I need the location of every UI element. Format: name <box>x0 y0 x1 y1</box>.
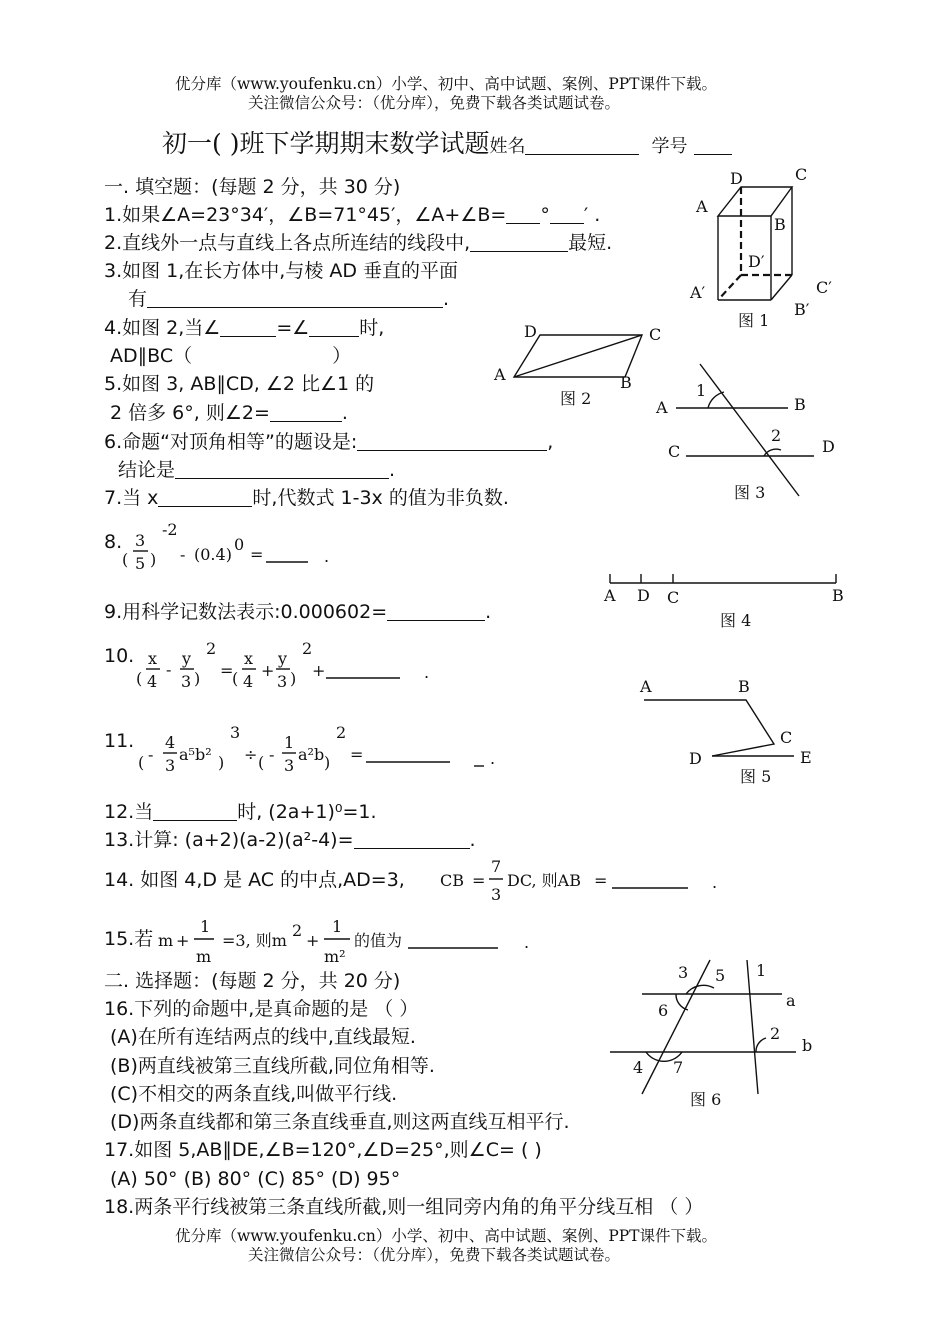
fig1-caption: 图 1 <box>738 311 770 330</box>
fig6-label-4: 4 <box>633 1058 644 1077</box>
figure-5-bent-line <box>634 674 824 789</box>
q2-text-end: 最短. <box>568 232 613 254</box>
figure-6-transversals <box>606 958 826 1118</box>
fig1-label-d-prime: D′ <box>748 252 765 271</box>
q6-period: . <box>389 459 396 481</box>
q14-dc: DC, 则AB <box>507 871 581 890</box>
fig5-path-abcd <box>644 700 774 756</box>
fig6-caption: 图 6 <box>690 1090 722 1109</box>
q12-blank[interactable] <box>153 802 237 821</box>
fig1-label-a-prime: A′ <box>690 283 706 302</box>
q15-plus-1: + <box>176 931 190 950</box>
fig5-caption: 图 5 <box>740 767 772 786</box>
footer-line-2: 关注微信公众号：（优分库），免费下载各类试题试卷。 <box>248 1246 621 1264</box>
q11-minus-2: - <box>269 745 275 764</box>
q5-period: . <box>341 402 348 424</box>
fig1-label-b: B <box>774 215 786 234</box>
q11-exp-2: 2 <box>336 723 347 742</box>
q6-text: 6.命题“对顶角相等”的题设是: <box>104 431 358 453</box>
q4-blank-1[interactable] <box>220 318 276 337</box>
q13-blank[interactable] <box>354 830 470 849</box>
fig1-label-c: C <box>795 165 808 184</box>
q8-exp: -2 <box>162 520 178 539</box>
footer-line-1: 优分库（www.youfenku.cn）小学、初中、高中试题、案例、PPT课件下载。 <box>175 1227 718 1245</box>
q8-eq: = <box>250 545 264 564</box>
q16-option-b[interactable]: (B)两直线被第三直线所截,同位角相等. <box>110 1055 435 1077</box>
question-3: 3.如图 1,在长方体中,与棱 AD 垂直的平面 <box>104 260 459 282</box>
q11-minus-1: - <box>148 745 154 764</box>
q10-y-2: y <box>278 649 288 668</box>
q8-zero: 0 <box>234 535 245 554</box>
exam-title: 初一( )班下学期期末数学试题 <box>162 129 490 158</box>
fig3-label-2: 2 <box>771 426 782 445</box>
q1-deg: ° <box>540 204 550 226</box>
fig1-label-d: D <box>730 169 743 188</box>
q11-lparen-2: ( <box>258 753 265 772</box>
question-18: 18.两条平行线被第三条直线所截,则一组同旁内角的角平分线互相 （ ） <box>104 1196 704 1218</box>
fig4-label-c: C <box>667 588 680 607</box>
q4-text-2: 时, <box>359 317 385 339</box>
q10-sq-1: 2 <box>206 639 217 658</box>
figure-2-parallelogram <box>490 320 670 410</box>
q6-text-2: 结论是 <box>118 459 176 481</box>
fig6-label-7: 7 <box>673 1058 684 1077</box>
fig3-label-d: D <box>822 437 835 456</box>
name-label: 姓名 <box>489 136 526 157</box>
question-7 <box>104 486 509 510</box>
q11-div: ÷ <box>244 745 258 764</box>
fig6-angle-2-arc <box>756 1038 766 1052</box>
question-3-cont <box>128 287 449 311</box>
question-14-text: 14. 如图 4,D 是 AC 的中点,AD=3, <box>104 869 405 891</box>
q10-plus-1: + <box>261 661 275 680</box>
q10-y-1: y <box>182 649 192 668</box>
fig2-label-a: A <box>494 365 506 384</box>
q2-blank[interactable] <box>470 233 568 252</box>
q10-minus: - <box>166 660 172 679</box>
fig6-label-3: 3 <box>678 963 689 982</box>
q10-3-1: 3 <box>181 672 192 691</box>
q14-period: . <box>712 873 718 892</box>
q4-text-4: ） <box>332 345 352 367</box>
fig1-top-face <box>718 187 792 216</box>
q15-den-1: m <box>196 947 212 966</box>
q11-c2-den: 3 <box>284 756 295 775</box>
q1-period: . <box>594 204 601 226</box>
fig2-caption: 图 2 <box>560 389 592 408</box>
q11-c1-den: 3 <box>165 756 176 775</box>
fig2-label-d: D <box>524 322 537 341</box>
fig2-label-b: B <box>620 373 632 392</box>
fig6-label-b: b <box>802 1036 813 1055</box>
fig3-label-b: B <box>794 395 806 414</box>
q14-cb: CB <box>440 871 464 890</box>
q16-option-d[interactable]: (D)两条直线都和第三条直线垂直,则这两直线互相平行. <box>110 1111 570 1133</box>
q9-blank[interactable] <box>387 602 485 621</box>
question-1 <box>104 203 600 227</box>
fig3-label-a: A <box>656 398 668 417</box>
q1-blank-deg[interactable] <box>506 205 540 224</box>
q8-base-num: 3 <box>135 531 146 550</box>
q10-rparen-2: ) <box>290 669 297 688</box>
exam-title-row <box>162 128 732 163</box>
question-16: 16.下列的命题中,是真命题的是 （ ） <box>104 998 419 1020</box>
q3-period: . <box>443 288 450 310</box>
q10-4-2: 4 <box>243 672 254 691</box>
q4-blank-2[interactable] <box>309 318 359 337</box>
q7-text: 7.当 x <box>104 487 159 509</box>
figure-4-segment <box>598 560 858 635</box>
q1-blank-min[interactable] <box>550 205 584 224</box>
question-10-number: 10. <box>104 645 135 667</box>
q1-min: ′ <box>583 204 589 226</box>
fig2-diagonal-ac <box>514 335 642 377</box>
q10-4-1: 4 <box>147 672 158 691</box>
q10-plus-2: + <box>312 661 326 680</box>
q9-period: . <box>485 601 492 623</box>
section2-heading: 二. 选择题：(每题 2 分，共 20 分) <box>104 970 401 992</box>
q15-one-1: 1 <box>200 917 211 936</box>
q17-options[interactable]: (A) 50° (B) 80° (C) 85° (D) 95° <box>110 1168 401 1190</box>
fig4-caption: 图 4 <box>720 611 752 630</box>
header-line-2: 关注微信公众号：（优分库），免费下载各类试题试卷。 <box>248 94 621 112</box>
q15-mid: =3, 则m <box>222 931 287 950</box>
q15-den-2: m² <box>324 947 346 966</box>
question-2 <box>104 231 612 255</box>
fig6-label-2: 2 <box>770 1024 781 1043</box>
q6-blank-2[interactable] <box>175 460 389 479</box>
q15-sq: 2 <box>292 921 303 940</box>
fig1-edge-bc <box>771 275 792 300</box>
fig5-label-b: B <box>738 677 750 696</box>
q10-lparen-1: ( <box>136 669 143 688</box>
fig4-label-d: D <box>637 586 650 605</box>
question-10-expression <box>136 640 436 700</box>
q9-text: 9.用科学记数法表示:0.000602= <box>104 601 388 623</box>
q15-tail: 的值为 <box>354 931 403 950</box>
q8-period: . <box>324 547 330 566</box>
q15-period: . <box>524 933 530 952</box>
fig3-caption: 图 3 <box>734 483 766 502</box>
q10-rparen-1: ) <box>194 669 201 688</box>
q11-lparen-1: ( <box>138 753 145 772</box>
q12-text-2: 时, (2a+1)⁰=1. <box>237 801 377 823</box>
fig5-label-c: C <box>780 728 793 747</box>
q11-c1-num: 4 <box>165 733 176 752</box>
question-4 <box>104 316 384 340</box>
q3-blank[interactable] <box>147 289 443 308</box>
q16-option-c[interactable]: (C)不相交的两条直线,叫做平行线. <box>110 1083 398 1105</box>
q14-eq: = <box>472 871 486 890</box>
q10-lparen-2: ( <box>232 669 239 688</box>
fig1-label-b-prime: B′ <box>794 300 810 319</box>
fig5-label-e: E <box>800 748 812 767</box>
fig6-label-5: 5 <box>715 966 726 985</box>
question-8-number: 8. <box>104 531 123 553</box>
number-label: 学号 <box>651 136 688 157</box>
q14-eq-2: = <box>594 871 608 890</box>
fig6-label-6: 6 <box>658 1001 669 1020</box>
q15-m: m <box>158 931 174 950</box>
q14-frac-den: 3 <box>491 885 502 904</box>
question-17: 17.如图 5,AB∥DE,∠B=120°,∠D=25°,则∠C= ( ) <box>104 1139 542 1161</box>
q10-3-2: 3 <box>277 672 288 691</box>
q10-sq-2: 2 <box>302 639 313 658</box>
q7-text-2: 时,代数式 1-3x 的值为非负数. <box>252 487 509 509</box>
fig3-transversal <box>700 364 799 496</box>
q10-eq: = <box>220 661 234 680</box>
q11-exp-1: 3 <box>230 723 241 742</box>
fig3-angle-1-arc <box>708 392 724 408</box>
header-line-1: 优分库（www.youfenku.cn）小学、初中、高中试题、案例、PPT课件下载。 <box>175 75 718 93</box>
q13-text: 13.计算: (a+2)(a-2)(a²-4)= <box>104 829 354 851</box>
number-blank[interactable] <box>694 136 732 155</box>
section1-heading: 一. 填空题：(每题 2 分，共 30 分) <box>104 176 401 198</box>
q11-period: . <box>490 749 496 768</box>
q10-x-2: x <box>244 649 254 668</box>
q3-text-2: 有 <box>128 288 148 310</box>
q7-blank[interactable] <box>158 488 252 507</box>
fig6-transversal-2 <box>747 960 758 1094</box>
question-6-cont <box>118 458 395 482</box>
q2-text: 2.直线外一点与直线上各点所连结的线段中, <box>104 232 471 254</box>
q15-one-2: 1 <box>332 917 343 936</box>
fig6-label-a: a <box>786 991 796 1010</box>
fig6-label-1: 1 <box>756 961 767 980</box>
question-15-text: 15.若 <box>104 928 154 950</box>
q11-rparen-1: ) <box>218 753 225 772</box>
q13-period: . <box>469 829 476 851</box>
question-5: 5.如图 3, AB∥CD, ∠2 比∠1 的 <box>104 373 375 395</box>
figure-1-cuboid <box>684 160 844 335</box>
question-5-cont <box>110 401 348 425</box>
q16-option-a[interactable]: (A)在所有连结两点的线中,直线最短. <box>110 1026 416 1048</box>
q5-text-2: 2 倍多 6°, 则∠2= <box>110 402 270 424</box>
q8-lparen: ( <box>122 550 129 569</box>
question-8-expression <box>122 520 342 582</box>
q11-term-2: a²b <box>298 745 325 764</box>
fig1-label-a: A <box>696 197 708 216</box>
question-14-expression <box>440 850 730 910</box>
question-9 <box>104 600 491 624</box>
q4-text: 4.如图 2,当∠ <box>104 317 221 339</box>
q5-blank[interactable] <box>270 403 342 422</box>
question-11-expression <box>138 724 508 784</box>
q6-blank-1[interactable] <box>357 432 547 451</box>
q10-period: . <box>424 663 430 682</box>
q4-text-3: AD∥BC（ <box>110 345 193 367</box>
question-15-expression <box>158 910 538 972</box>
q8-decimal: (0.4) <box>194 545 232 564</box>
fig4-label-b: B <box>832 586 844 605</box>
fig3-label-c: C <box>668 442 681 461</box>
fig2-label-c: C <box>649 325 662 344</box>
name-blank[interactable] <box>525 136 639 155</box>
question-13 <box>104 828 476 852</box>
q1-text: 1.如果∠A=23°34′，∠B=71°45′，∠A+∠B= <box>104 204 507 226</box>
q8-minus: - <box>180 545 186 564</box>
q11-rparen-2: ) <box>324 753 331 772</box>
question-12 <box>104 800 377 824</box>
fig3-label-1: 1 <box>696 381 707 400</box>
question-6: 6.命题“对顶角相等”的题设是: , <box>104 431 554 453</box>
q15-plus-2: + <box>306 931 320 950</box>
q12-text: 12.当 <box>104 801 154 823</box>
fig5-label-d: D <box>689 749 702 768</box>
q11-eq: = <box>350 745 364 764</box>
question-4-cont <box>110 344 351 368</box>
q14-frac-num: 7 <box>491 857 502 876</box>
fig3-angle-2-arc <box>764 449 781 456</box>
fig5-label-a: A <box>640 677 652 696</box>
fig4-label-a: A <box>604 586 616 605</box>
q10-x-1: x <box>148 649 158 668</box>
q8-rparen: ) <box>150 550 157 569</box>
fig1-label-c-prime: C′ <box>816 278 832 297</box>
question-11-number: 11. <box>104 730 135 752</box>
figure-3-parallel-lines <box>652 362 842 507</box>
fig1-hidden-edge-da <box>718 275 741 300</box>
q11-term-1: a⁵b² <box>179 745 212 764</box>
q4-eq: =∠ <box>276 317 310 339</box>
q8-base-den: 5 <box>135 554 146 573</box>
fig6-angle-3-5-arc <box>686 985 714 994</box>
q11-c2-num: 1 <box>284 733 295 752</box>
